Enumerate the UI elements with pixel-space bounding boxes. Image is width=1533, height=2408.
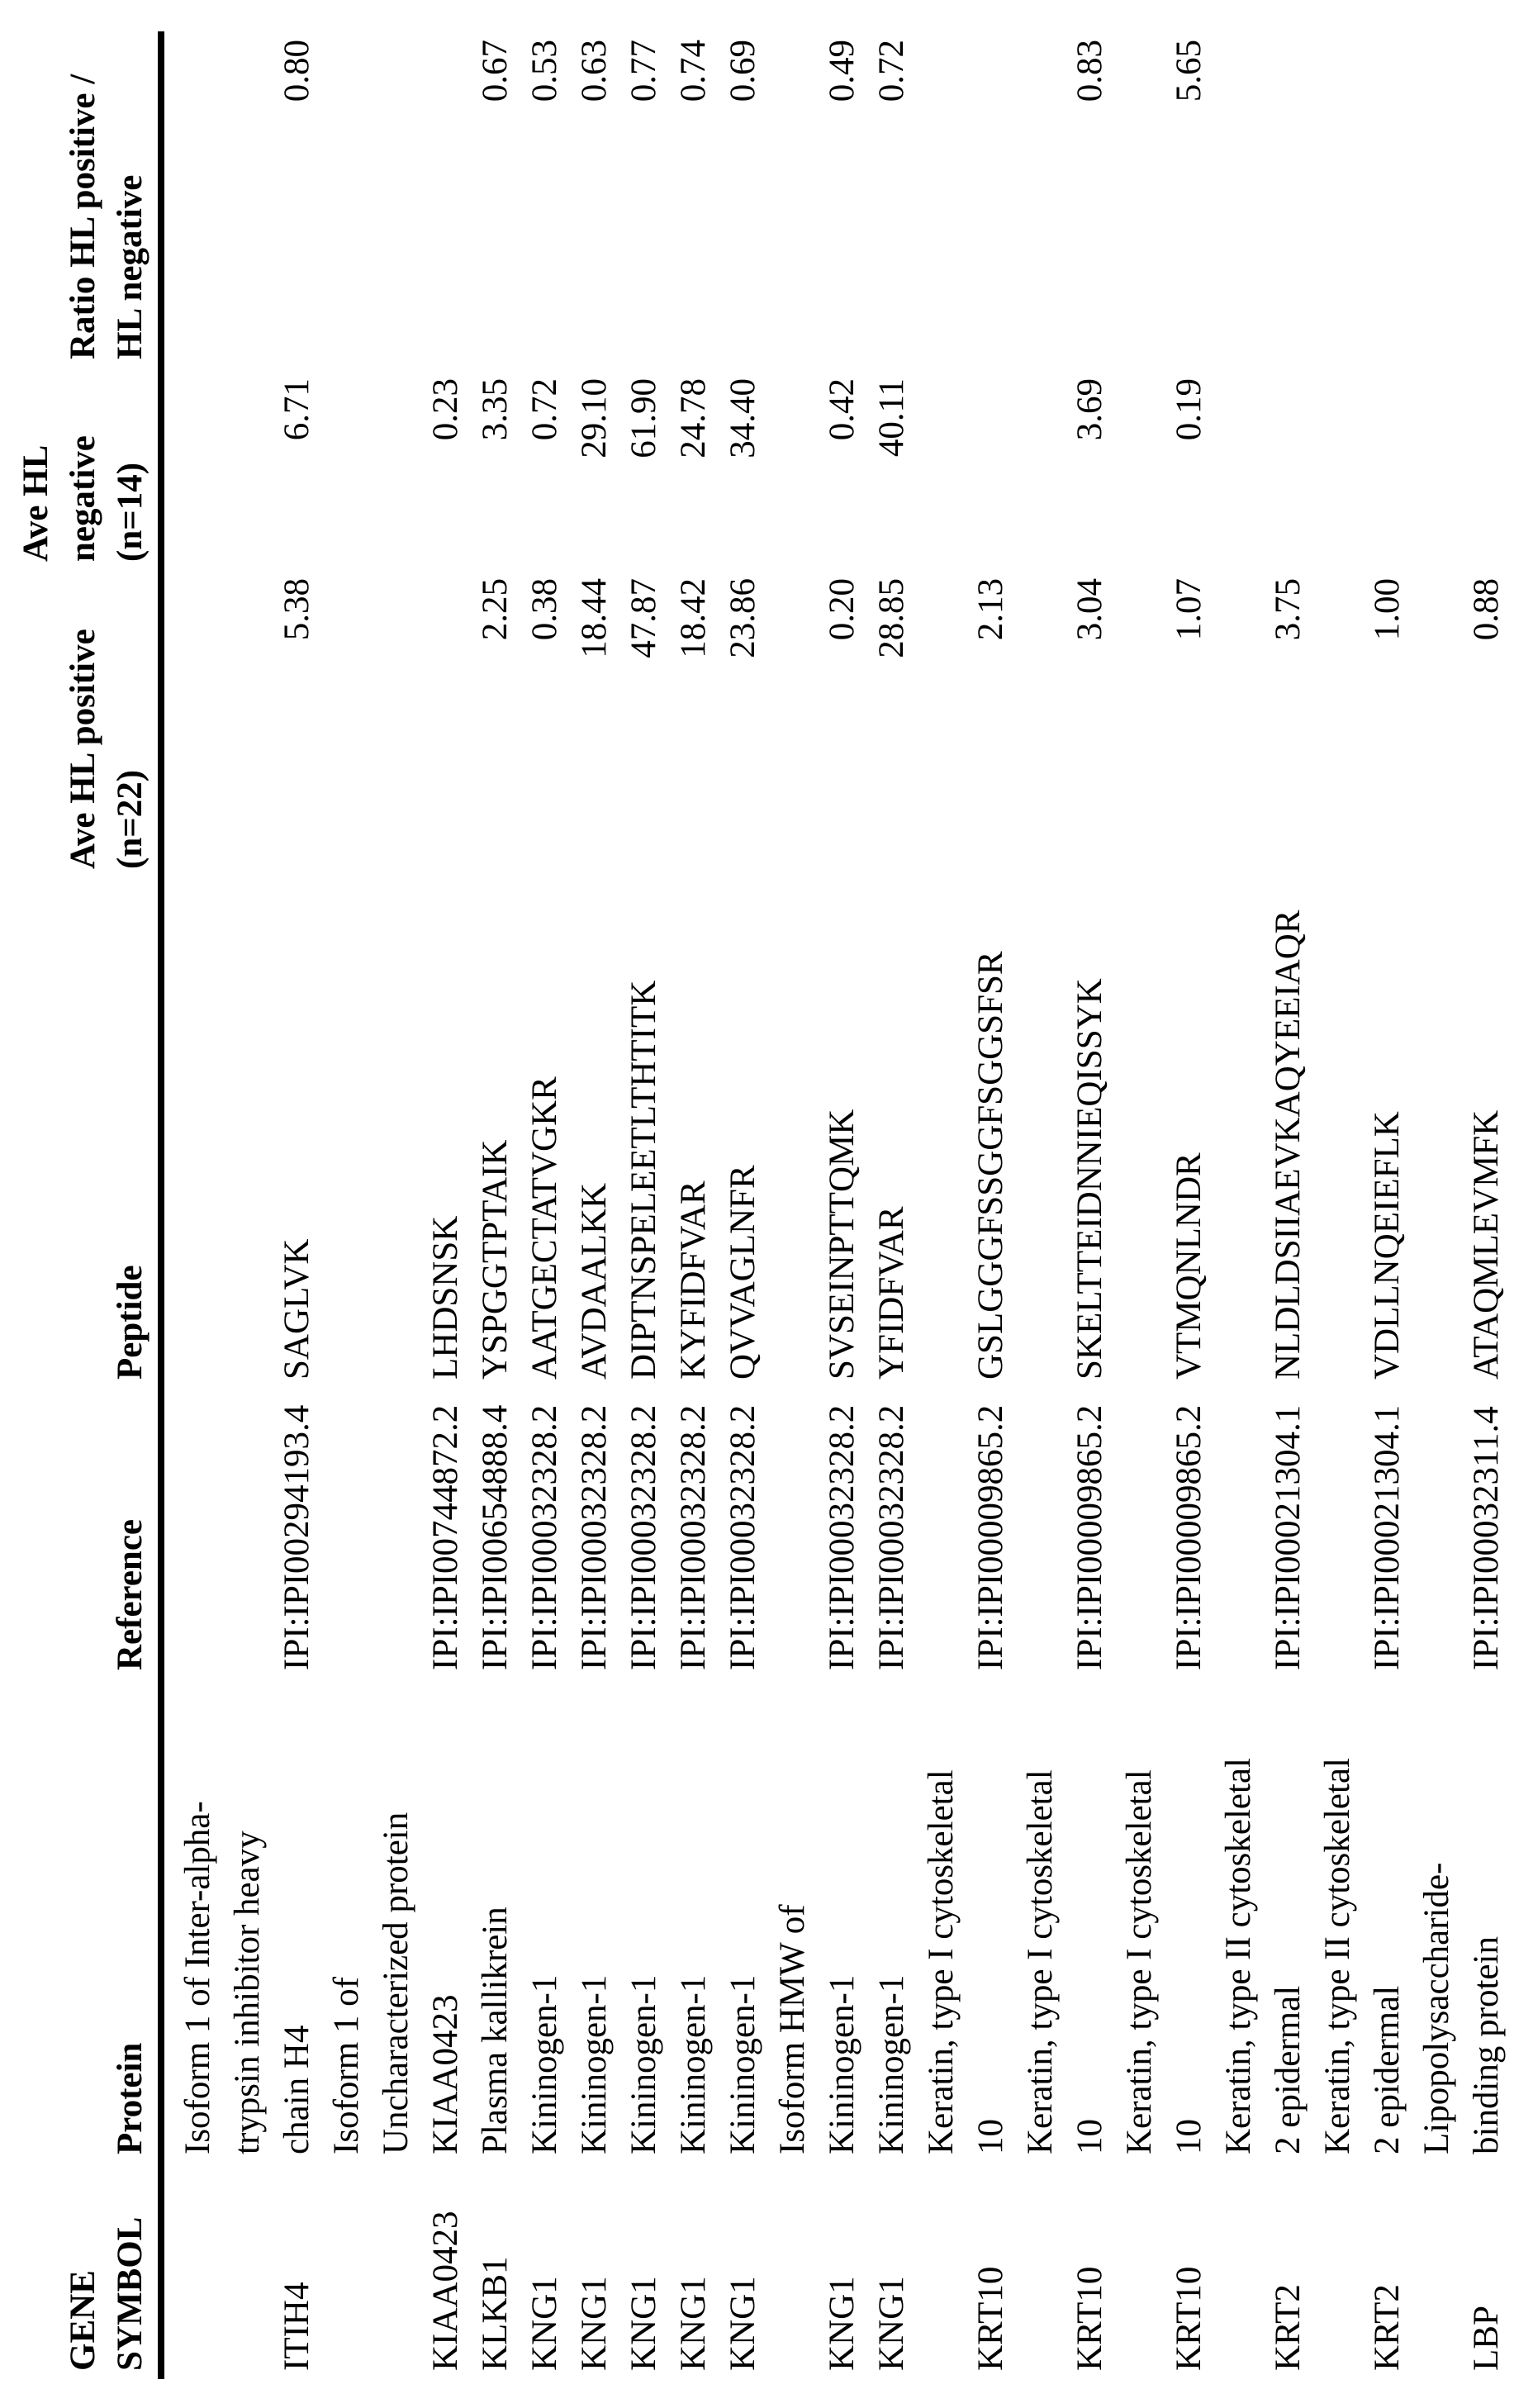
table-row-9-gene [867, 2173, 917, 2371]
table-row-7-gene [719, 2173, 768, 2371]
table-row-2-protein [471, 1684, 520, 2154]
table-row-10-peptide [917, 884, 1016, 1380]
table-row-8-ave-neg [768, 378, 867, 544]
protein-line: Keratin, type II cytoskeletal [1318, 1758, 1357, 2154]
ave-pos-value: 18.42 [674, 578, 713, 658]
table-row-9-protein [867, 1684, 917, 2154]
table-row-4-ave-neg [570, 378, 619, 544]
header-ave-hl-negative [0, 435, 154, 562]
protein-line: 2 epidermal [1269, 1985, 1308, 2154]
table-row-3-ratio [520, 40, 570, 205]
table-row-10-protein [917, 1684, 1016, 2154]
gene-value: KRT10 [971, 2266, 1010, 2371]
peptide-value: KYFIDFVAR [674, 1180, 713, 1380]
table-row-12-gene [1115, 2173, 1214, 2371]
table-row-6-ratio [669, 40, 719, 205]
gene-value: ITIH4 [278, 2282, 316, 2371]
ave-pos-value: 0.20 [823, 578, 861, 641]
table-row-8-gene [768, 2173, 867, 2371]
protein-line: Keratin, type I cytoskeletal [922, 1769, 961, 2154]
header-protein-label: Protein [111, 2042, 150, 2154]
ave-pos-value: 2.25 [476, 578, 515, 641]
header-ratio-line2: HL negative [111, 174, 150, 359]
table-row-13-ave-pos [1214, 578, 1313, 743]
reference-value: IPI:IPI00654888.4 [476, 1404, 515, 1670]
table-row-4-reference [570, 1389, 619, 1670]
header-protein [0, 2043, 154, 2154]
protein-line: 2 epidermal [1368, 1985, 1407, 2154]
table-row-9-ave-pos [867, 578, 917, 743]
reference-value: IPI:IPI00009865.2 [971, 1404, 1010, 1670]
gene-value: KNG1 [724, 2276, 762, 2371]
table-row-2-reference [471, 1389, 520, 1670]
table-row-15-ave-neg [1412, 378, 1512, 544]
reference-value: IPI:IPI00032328.2 [674, 1404, 713, 1670]
peptide-value: SAGLVK [278, 1238, 316, 1380]
gene-value: KRT2 [1368, 2284, 1407, 2371]
protein-line: Keratin, type II cytoskeletal [1219, 1758, 1258, 2154]
table-row-1-peptide [322, 884, 471, 1380]
ave-pos-value: 0.38 [525, 578, 564, 641]
gene-value: LBP [1467, 2306, 1506, 2371]
table-row-15-ratio [1412, 40, 1512, 205]
table-row-5-gene [619, 2173, 669, 2371]
table-row-10-reference [917, 1389, 1016, 1670]
protein-line: Kininogen-1 [575, 1974, 614, 2154]
gene-value: KRT10 [1170, 2266, 1208, 2371]
gene-value: KNG1 [624, 2276, 663, 2371]
table-row-13-reference [1214, 1389, 1313, 1670]
table-row-9-ratio [867, 40, 917, 205]
table-row-12-ratio [1115, 40, 1214, 205]
table-row-6-peptide [669, 884, 719, 1380]
reference-value: IPI:IPI00032328.2 [724, 1404, 762, 1670]
table-row-14-gene [1313, 2173, 1412, 2371]
table-row-0-peptide [173, 884, 322, 1380]
table-row-5-peptide [619, 884, 669, 1380]
header-reference [0, 1519, 154, 1670]
table-row-14-ratio [1313, 40, 1412, 205]
reference-value: IPI:IPI00032328.2 [823, 1404, 861, 1670]
protein-line: binding protein [1467, 1936, 1506, 2154]
table-row-14-ave-pos [1313, 578, 1412, 743]
ave-neg-value: 61.90 [624, 378, 663, 458]
reference-value: IPI:IPI00294193.4 [278, 1404, 316, 1670]
reference-value: IPI:IPI00009865.2 [1070, 1404, 1109, 1670]
protein-line: chain H4 [278, 2025, 316, 2154]
ave-pos-value: 1.00 [1368, 578, 1407, 641]
ave-pos-value: 2.13 [971, 578, 1010, 641]
ave-neg-value: 24.78 [674, 378, 713, 458]
table-row-1-gene [322, 2173, 471, 2371]
table-row-11-protein [1016, 1684, 1115, 2154]
header-ave-neg-line2: negative [64, 435, 102, 562]
header-gene-line2: SYMBOL [111, 2216, 150, 2371]
table-row-15-ave-pos [1412, 578, 1512, 743]
table-row-1-ratio [322, 40, 471, 205]
peptide-value: GSLGGGFSSGGFSGGSFSR [971, 951, 1010, 1380]
table-row-13-ratio [1214, 40, 1313, 205]
peptide-value: QVVAGLNFR [724, 1165, 762, 1380]
peptide-value: YSPGGTPTAIK [476, 1139, 515, 1380]
header-rule [158, 31, 164, 2379]
table-row-15-protein [1412, 1684, 1512, 2154]
table-row-12-peptide [1115, 884, 1214, 1380]
table-row-15-peptide [1412, 884, 1512, 1380]
peptide-value: SKELTTEIDNNIEQISSYK [1070, 978, 1109, 1380]
ave-pos-value: 0.88 [1467, 578, 1506, 641]
ave-neg-value: 0.23 [426, 378, 465, 441]
ave-pos-value: 18.44 [575, 578, 614, 658]
table-row-6-ave-neg [669, 378, 719, 544]
table-row-2-ave-neg [471, 378, 520, 544]
ave-pos-value: 3.04 [1070, 578, 1109, 641]
table-row-15-reference [1412, 1389, 1512, 1670]
table-row-7-reference [719, 1389, 768, 1670]
ave-neg-value: 0.72 [525, 378, 564, 441]
table-row-13-gene [1214, 2173, 1313, 2371]
ratio-value: 0.69 [724, 40, 762, 102]
ratio-value: 5.65 [1170, 40, 1208, 102]
header-ave-neg-line1: Ave HL [17, 444, 55, 562]
table-row-4-protein [570, 1684, 619, 2154]
protein-line: trypsin inhibitor heavy [228, 1831, 267, 2154]
table-row-8-protein [768, 1684, 867, 2154]
table-row-9-reference [867, 1389, 917, 1670]
table-row-7-protein [719, 1684, 768, 2154]
gene-value: KNG1 [823, 2276, 861, 2371]
protein-line: Kininogen-1 [823, 1974, 861, 2154]
table-row-5-protein [619, 1684, 669, 2154]
gene-value: KNG1 [525, 2276, 564, 2371]
table-row-4-ave-pos [570, 578, 619, 743]
ratio-value: 0.77 [624, 40, 663, 102]
ave-neg-value: 3.69 [1070, 378, 1109, 441]
ratio-value: 0.63 [575, 40, 614, 102]
protein-line: Isoform HMW of [773, 1904, 812, 2154]
protein-line: Kininogen-1 [872, 1974, 911, 2154]
header-peptide-label: Peptide [111, 1265, 150, 1380]
table-row-8-reference [768, 1389, 867, 1670]
peptide-value: DIPTNSPELEETLTHTITK [624, 980, 663, 1380]
header-ave-neg-line3: (n=14) [111, 462, 150, 562]
protein-line: Isoform 1 of [327, 1977, 366, 2154]
ratio-value: 0.72 [872, 40, 911, 102]
table-row-11-gene [1016, 2173, 1115, 2371]
protein-line: 10 [1170, 2119, 1208, 2154]
table-row-14-ave-neg [1313, 378, 1412, 544]
gene-value: KIAA0423 [426, 2211, 465, 2371]
protein-line: Uncharacterized protein [377, 1812, 415, 2154]
table-row-1-ave-pos [322, 578, 471, 743]
ave-pos-value: 47.87 [624, 578, 663, 658]
ave-pos-value: 28.85 [872, 578, 911, 658]
table-row-10-ave-neg [917, 378, 1016, 544]
protein-line: Keratin, type I cytoskeletal [1120, 1769, 1159, 2154]
peptide-value: VDLLNQEIEFLK [1368, 1111, 1407, 1380]
table-row-14-peptide [1313, 884, 1412, 1380]
table-row-0-reference [173, 1389, 322, 1670]
protein-line: Kininogen-1 [674, 1974, 713, 2154]
table-row-6-gene [669, 2173, 719, 2371]
header-ratio-line1: Ratio HL positive / [64, 74, 102, 359]
peptide-value: LHDSNSK [426, 1215, 465, 1380]
reference-value: IPI:IPI00009865.2 [1170, 1404, 1208, 1670]
table-row-2-gene [471, 2173, 520, 2371]
table-row-9-ave-neg [867, 378, 917, 544]
ave-neg-value: 0.19 [1170, 378, 1208, 441]
protein-line: Kininogen-1 [724, 1974, 762, 2154]
ratio-value: 0.53 [525, 40, 564, 102]
table-row-6-ave-pos [669, 578, 719, 743]
table-row-7-ratio [719, 40, 768, 205]
table-row-3-ave-pos [520, 578, 570, 743]
table-row-12-reference [1115, 1389, 1214, 1670]
protein-line: Plasma kallikrein [476, 1907, 515, 2154]
header-ave-pos-line1: Ave HL positive [64, 629, 102, 869]
table-row-13-protein [1214, 1684, 1313, 2154]
table-row-8-peptide [768, 884, 867, 1380]
table-row-2-ave-pos [471, 578, 520, 743]
table-row-8-ratio [768, 40, 867, 205]
ratio-value: 0.49 [823, 40, 861, 102]
table-row-12-ave-pos [1115, 578, 1214, 743]
table-row-5-ave-neg [619, 378, 669, 544]
ratio-value: 0.80 [278, 40, 316, 102]
table-row-11-peptide [1016, 884, 1115, 1380]
peptide-value: AVDAALKK [575, 1182, 614, 1380]
peptide-value: SVSEINPTTQMK [823, 1109, 861, 1380]
ave-neg-value: 3.35 [476, 378, 515, 441]
table-row-13-ave-neg [1214, 378, 1313, 544]
table-row-7-ave-pos [719, 578, 768, 743]
header-peptide [0, 1265, 154, 1380]
ave-pos-value: 23.86 [724, 578, 762, 658]
table-row-7-ave-neg [719, 378, 768, 544]
table-row-14-reference [1313, 1389, 1412, 1670]
ave-pos-value: 3.75 [1269, 578, 1308, 641]
table-row-13-peptide [1214, 884, 1313, 1380]
peptide-value: VTMQNLNDR [1170, 1152, 1208, 1380]
reference-value: IPI:IPI00032311.4 [1467, 1406, 1506, 1670]
ratio-value: 0.74 [674, 40, 713, 102]
table-row-10-gene [917, 2173, 1016, 2371]
table-row-8-ave-pos [768, 578, 867, 743]
table-row-3-reference [520, 1389, 570, 1670]
gene-value: KNG1 [872, 2276, 911, 2371]
reference-value: IPI:IPI00744872.2 [426, 1404, 465, 1670]
peptide-value: NLDLDSIIAEVKAQYEEIAQR [1269, 910, 1308, 1380]
ave-neg-value: 6.71 [278, 378, 316, 441]
ave-neg-value: 34.40 [724, 378, 762, 458]
table-row-9-peptide [867, 884, 917, 1380]
ave-pos-value: 1.07 [1170, 578, 1208, 641]
table-row-6-protein [669, 1684, 719, 2154]
protein-line: 10 [971, 2119, 1010, 2154]
peptide-value: AATGECTATVGKR [525, 1076, 564, 1380]
table-row-14-protein [1313, 1684, 1412, 2154]
reference-value: IPI:IPI00032328.2 [624, 1404, 663, 1670]
table-row-3-gene [520, 2173, 570, 2371]
table-row-0-ave-pos [173, 578, 322, 743]
table-row-11-ratio [1016, 40, 1115, 205]
table-row-3-peptide [520, 884, 570, 1380]
protein-line: Keratin, type I cytoskeletal [1021, 1769, 1060, 2154]
protein-line: Lipopolysaccharide- [1417, 1862, 1456, 2154]
table-row-10-ratio [917, 40, 1016, 205]
protein-line: KIAA0423 [426, 1994, 465, 2154]
table-row-5-reference [619, 1389, 669, 1670]
table-row-0-ratio [173, 40, 322, 205]
table-row-0-ave-neg [173, 378, 322, 544]
table-row-5-ave-pos [619, 578, 669, 743]
table-row-11-ave-pos [1016, 578, 1115, 743]
protein-line: Kininogen-1 [624, 1974, 663, 2154]
table-row-1-protein [322, 1684, 471, 2154]
table-row-1-ave-neg [322, 378, 471, 544]
ave-pos-value: 5.38 [278, 578, 316, 641]
reference-value: IPI:IPI00021304.1 [1269, 1404, 1308, 1670]
ave-neg-value: 29.10 [575, 378, 614, 458]
table-row-11-reference [1016, 1389, 1115, 1670]
table-row-6-reference [669, 1389, 719, 1670]
reference-value: IPI:IPI00021304.1 [1368, 1404, 1407, 1670]
ave-neg-value: 40.11 [872, 378, 911, 458]
table-row-4-gene [570, 2173, 619, 2371]
ave-neg-value: 0.42 [823, 378, 861, 441]
header-ratio [0, 74, 154, 359]
table-row-12-ave-neg [1115, 378, 1214, 544]
gene-value: KRT2 [1269, 2284, 1308, 2371]
table-row-2-ratio [471, 40, 520, 205]
table-row-1-reference [322, 1389, 471, 1670]
protein-line: Kininogen-1 [525, 1974, 564, 2154]
table-row-0-protein [173, 1684, 322, 2154]
table-row-15-gene [1412, 2173, 1512, 2371]
header-gene-symbol [0, 2217, 154, 2371]
table-row-12-protein [1115, 1684, 1214, 2154]
table-row-4-ratio [570, 40, 619, 205]
reference-value: IPI:IPI00032328.2 [525, 1404, 564, 1670]
table-row-7-peptide [719, 884, 768, 1380]
gene-value: KNG1 [575, 2276, 614, 2371]
reference-value: IPI:IPI00032328.2 [872, 1404, 911, 1670]
ratio-value: 0.67 [476, 40, 515, 102]
table-row-0-gene [173, 2173, 322, 2371]
table-row-10-ave-pos [917, 578, 1016, 743]
table-row-3-ave-neg [520, 378, 570, 544]
table-row-11-ave-neg [1016, 378, 1115, 544]
ratio-value: 0.83 [1070, 40, 1109, 102]
peptide-value: YFIDFVAR [872, 1206, 911, 1380]
gene-value: KRT10 [1070, 2266, 1109, 2371]
table-row-2-peptide [471, 884, 520, 1380]
header-ave-pos-line2: (n=22) [111, 769, 150, 869]
table-row-5-ratio [619, 40, 669, 205]
gene-value: KNG1 [674, 2276, 713, 2371]
table-row-4-peptide [570, 884, 619, 1380]
protein-line: 10 [1070, 2119, 1109, 2154]
peptide-value: ATAQMLEVMFK [1467, 1109, 1506, 1380]
gene-value: KLKB1 [476, 2256, 515, 2371]
protein-line: Isoform 1 of Inter-alpha- [178, 1801, 217, 2154]
header-ave-hl-positive [0, 629, 154, 869]
header-gene-line1: GENE [64, 2270, 102, 2371]
table-row-3-protein [520, 1684, 570, 2154]
header-reference-label: Reference [111, 1518, 150, 1670]
reference-value: IPI:IPI00032328.2 [575, 1404, 614, 1670]
